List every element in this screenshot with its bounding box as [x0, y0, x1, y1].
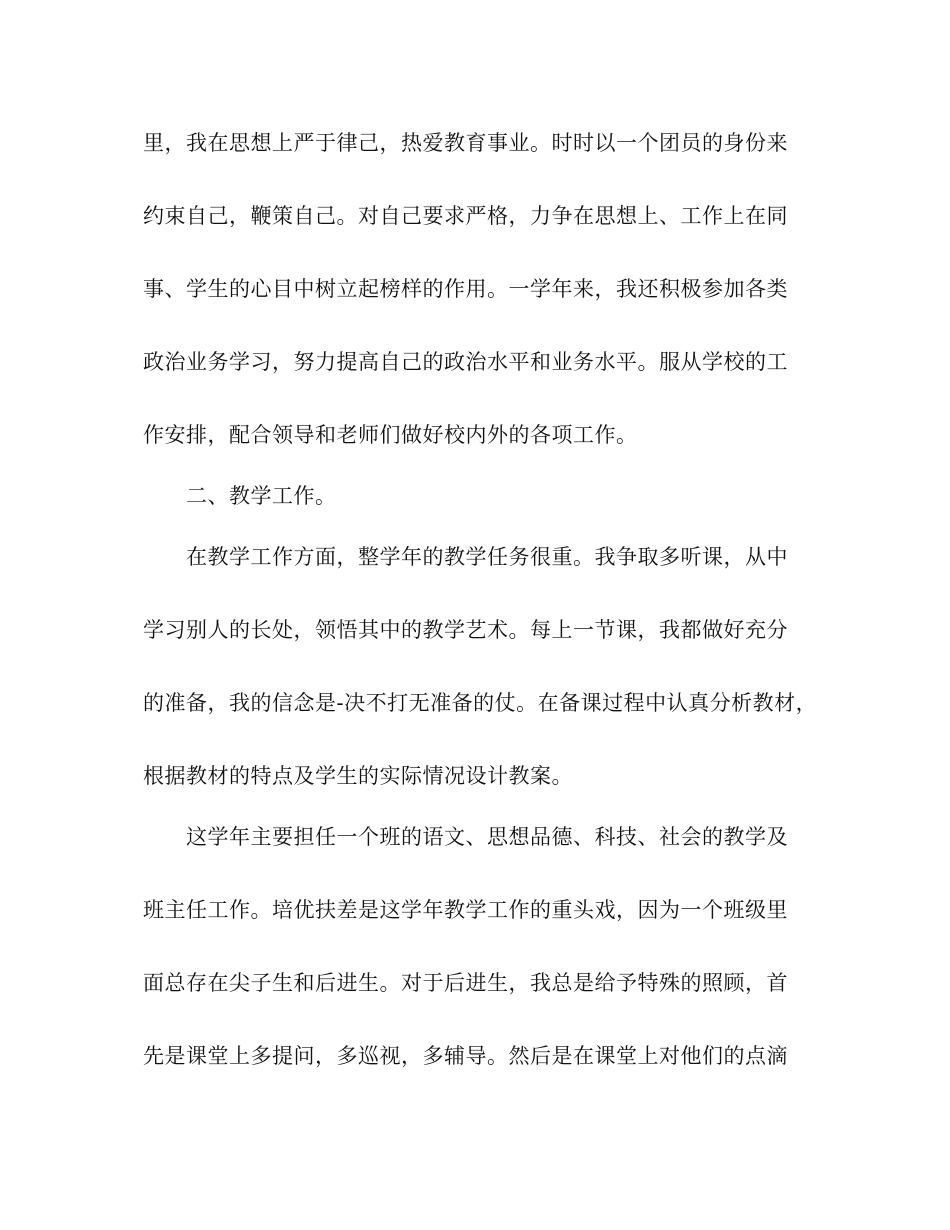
text-line: 先是课堂上多提问，多巡视，多辅导。然后是在课堂上对他们的点滴	[143, 1044, 788, 1068]
text-line: 事、学生的心目中树立起榜样的作用。一学年来，我还积极参加各类	[143, 277, 788, 301]
text-line: 根据教材的特点及学生的实际情况设计教案。	[143, 764, 573, 788]
text-line: 约束自己，鞭策自己。对自己要求严格，力争在思想上、工作上在同	[143, 204, 788, 228]
text-line: 在教学工作方面，整学年的教学任务很重。我争取多听课，从中	[186, 545, 788, 569]
text-line: 作安排，配合领导和老师们做好校内外的各项工作。	[143, 423, 638, 447]
text-line: 班主任工作。培优扶差是这学年教学工作的重头戏，因为一个班级里	[143, 898, 788, 922]
text-line: 学习别人的长处，领悟其中的教学艺术。每上一节课，我都做好充分	[143, 618, 788, 642]
text-line: 这学年主要担任一个班的语文、思想品德、科技、社会的教学及	[186, 825, 788, 849]
text-line: 政治业务学习，努力提高自己的政治水平和业务水平。服从学校的工	[143, 350, 788, 374]
section-heading: 二、教学工作。	[186, 484, 337, 508]
text-line: 的准备，我的信念是-决不打无准备的仗。在备课过程中认真分析教材，	[143, 691, 818, 715]
text-line: 面总存在尖子生和后进生。对于后进生，我总是给予特殊的照顾，首	[143, 971, 788, 995]
text-line: 里，我在思想上严于律己，热爱教育事业。时时以一个团员的身份来	[143, 131, 788, 155]
